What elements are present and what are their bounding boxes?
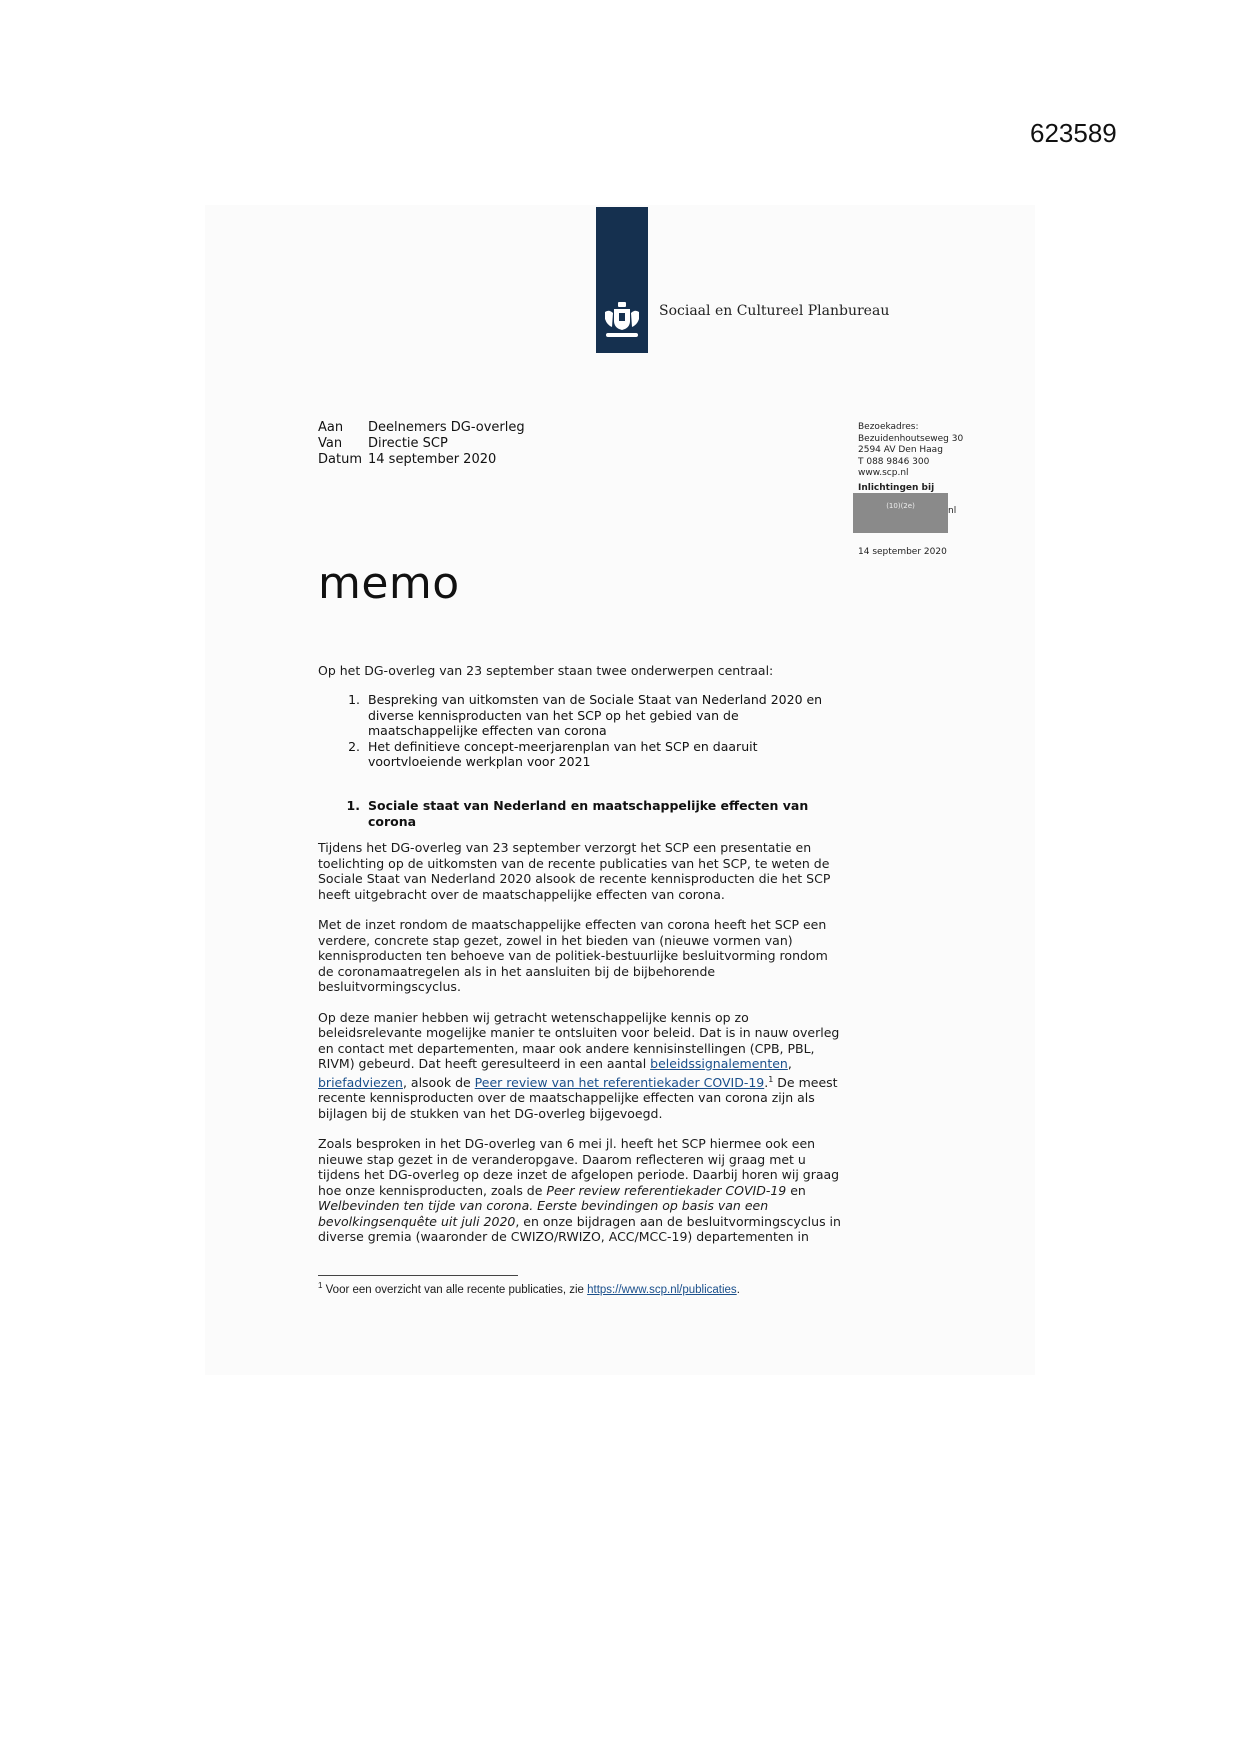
paragraph-3: Op deze manier hebben wij getracht wetenschappelijke kennis op zo beleidsrelevante mogelijke manier te ontsluiten voor beleid. Dat is in nauw overleg en contact met departementen, maar ook andere kennisinstellingen (CPB, PBL, RIVM) gebeurd. Dat heeft geresulteerd in een aantal beleidssignalementen, briefadviezen, alsook de Peer review van het referentiekader COVID-19.$^1$ De meest recente kennisproducten over de maatschappelijke effecten van corona zijn als bijlagen bij de stukken van het DG-overleg bijgevoegd. xyxy=(318,1009,840,1121)
meta-row-aan xyxy=(318,420,525,436)
organization-name: Sociaal en Cultureel Planbureau xyxy=(659,303,890,319)
meta-key: Van xyxy=(318,436,343,451)
footnote-ref[interactable]: 1 xyxy=(768,1074,774,1084)
footnote: $^1$ Voor een overzicht van alle recente publicaties, zie https://www.scp.nl/publicaties. xyxy=(318,1281,740,1296)
meta-value: Directie SCP xyxy=(368,436,448,451)
meta-key: Datum xyxy=(318,452,362,467)
section-body xyxy=(318,840,843,1260)
paragraph-1: Tijdens het DG-overleg van 23 september verzorgt het SCP een presentatie en toelichting op de uitkomsten van de recente publicaties van het SCP, te weten de Sociale Staat van Nederland 2020 alsook de recente kennisproducten die het SCP heeft uitgebracht over de maatschappelijke effecten van corona. xyxy=(318,840,831,902)
sidebar-contact xyxy=(858,422,963,494)
intro-paragraph: Op het DG-overleg van 23 september staan twee onderwerpen centraal: xyxy=(318,663,774,678)
list-text: Bespreking van uitkomsten van de Sociale Staat van Nederland 2020 en diverse kennisproducten van het SCP op het gebied van de maatschappelijke effecten van corona xyxy=(368,692,823,738)
publicaties-link[interactable]: https://www.scp.nl/publicaties xyxy=(587,1283,737,1296)
redaction-tail: nl xyxy=(948,506,957,516)
redaction-block xyxy=(853,493,948,533)
list-text: Het definitieve concept-meerjarenplan van het SCP en daaruit voortvloeiende werkplan voor 2021 xyxy=(368,738,758,769)
section-number: 1. xyxy=(346,798,360,813)
meta-key: Aan xyxy=(318,420,344,435)
memo-title: memo xyxy=(318,558,460,609)
document-number: 623589 xyxy=(1030,118,1117,148)
intro-text xyxy=(318,663,843,694)
list-item xyxy=(318,692,843,739)
meta-value: 14 september 2020 xyxy=(368,452,497,467)
website: www.scp.nl xyxy=(858,468,909,478)
topics-list xyxy=(318,692,843,770)
footnote-divider xyxy=(318,1275,518,1276)
phone-number: T 088 9846 300 xyxy=(858,456,930,467)
list-number: 2. xyxy=(348,738,360,754)
meta-value: Deelnemers DG-overleg xyxy=(368,420,525,435)
list-item xyxy=(318,739,843,770)
inlichtingen-label: Inlichtingen bij xyxy=(858,482,935,493)
meta-row-datum xyxy=(318,452,525,468)
meta-row-van xyxy=(318,436,525,452)
address-street: Bezuidenhoutseweg 30 xyxy=(858,433,964,444)
section-heading xyxy=(318,798,843,829)
coat-of-arms-icon xyxy=(601,300,643,342)
paragraph-4: Zoals besproken in het DG-overleg van 6 mei jl. heeft het SCP hiermee ook een nieuwe stap gezet in de veranderopgave. Daarom reflecteren wij graag met u tijdens het DG-overleg op deze inzet de afgelopen periode. Daarbij horen wij graag hoe onze kennisproducten, zoals de Peer review referentiekader COVID-19 en Welbevinden ten tijde van corona. Eerste bevindingen op basis van een bevolkingsenquête uit juli 2020, en onze bijdragen aan de besluitvormingscyclus in diverse gremia (waaronder de CWIZO/RWIZO, ACC/MCC-19) departementen in xyxy=(318,1136,841,1245)
list-number: 1. xyxy=(348,692,360,707)
address-label: Bezoekadres: xyxy=(858,422,919,432)
section-title: Sociale staat van Nederland en maatschappelijke effecten van corona xyxy=(368,798,809,829)
paragraph-2: Met de inzet rondom de maatschappelijke effecten van corona heeft het SCP een verdere, concrete stap gezet, zowel in het bieden van (nieuwe vormen van) kennisproducten ten behoeve van de politiek-bestuurlijke besluitvorming rondom de coronamaatregelen als in het aansluiten bij de bijbehorende besluitvormingscyclus. xyxy=(318,917,828,994)
redaction-code: (10)(2e) xyxy=(886,502,915,510)
link-beleidssignalementen[interactable]: beleidssignalementen xyxy=(650,1056,788,1071)
link-briefadviezen[interactable]: briefadviezen xyxy=(318,1074,403,1090)
footnote-number: 1 xyxy=(318,1281,323,1290)
link-peer-review[interactable]: Peer review van het referentiekader COVID-19 xyxy=(474,1074,765,1090)
sidebar-date: 14 september 2020 xyxy=(858,547,947,557)
memo-metadata xyxy=(318,420,525,468)
address-postcode: 2594 AV Den Haag xyxy=(858,445,943,455)
